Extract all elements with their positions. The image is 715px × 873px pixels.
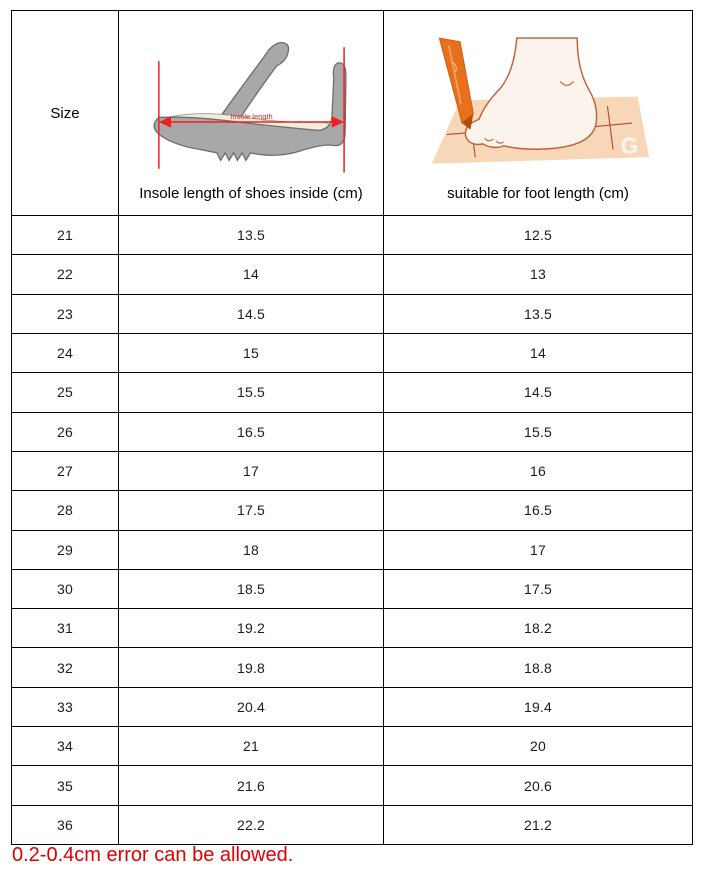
table-row <box>12 569 693 608</box>
insole-cell: 14 <box>119 255 384 294</box>
size-cell: 21 <box>12 216 119 255</box>
foot-cell: 19.4 <box>384 687 693 726</box>
size-chart-table <box>11 10 693 845</box>
table-row <box>12 805 693 844</box>
shoe-insole-diagram <box>132 29 370 186</box>
foot-cell: 17.5 <box>384 569 693 608</box>
size-cell: 33 <box>12 687 119 726</box>
insole-cell: 17.5 <box>119 491 384 530</box>
size-cell: 35 <box>12 766 119 805</box>
insole-cell: 20.4 <box>119 687 384 726</box>
table-row <box>12 491 693 530</box>
foot-cell: 16.5 <box>384 491 693 530</box>
insole-cell: 21.6 <box>119 766 384 805</box>
insole-cell: 18.5 <box>119 569 384 608</box>
foot-header-label: suitable for foot length (cm) <box>447 184 629 202</box>
insole-cell: 14.5 <box>119 294 384 333</box>
header-row <box>12 11 693 216</box>
foot-cell: 17 <box>384 530 693 569</box>
table-row <box>12 727 693 766</box>
foot-cell: 13 <box>384 255 693 294</box>
insole-header-label: Insole length of shoes inside (cm) <box>139 184 363 202</box>
shoe-cross-section-icon <box>132 35 370 180</box>
size-cell: 29 <box>12 530 119 569</box>
table-row <box>12 294 693 333</box>
size-cell: 27 <box>12 451 119 490</box>
insole-cell: 21 <box>119 727 384 766</box>
insole-cell: 15 <box>119 333 384 372</box>
size-cell: 28 <box>12 491 119 530</box>
header-size <box>12 11 119 216</box>
foot-measuring-illustration <box>411 29 666 186</box>
table-header <box>12 11 693 216</box>
table-row <box>12 216 693 255</box>
insole-cell: 13.5 <box>119 216 384 255</box>
foot-cell: 13.5 <box>384 294 693 333</box>
size-cell: 24 <box>12 333 119 372</box>
insole-cell: 18 <box>119 530 384 569</box>
size-cell: 32 <box>12 648 119 687</box>
table-row <box>12 687 693 726</box>
size-cell: 30 <box>12 569 119 608</box>
foot-cell: 18.2 <box>384 609 693 648</box>
error-note: 0.2-0.4cm error can be allowed. <box>12 844 294 866</box>
table-row <box>12 609 693 648</box>
table-row <box>12 648 693 687</box>
header-foot <box>384 11 693 216</box>
table-body <box>12 216 693 845</box>
size-cell: 36 <box>12 805 119 844</box>
table-row <box>12 373 693 412</box>
size-cell: 26 <box>12 412 119 451</box>
insole-cell: 15.5 <box>119 373 384 412</box>
table-row <box>12 412 693 451</box>
size-cell: 25 <box>12 373 119 412</box>
insole-cell: 16.5 <box>119 412 384 451</box>
table-row <box>12 333 693 372</box>
insole-cell: 17 <box>119 451 384 490</box>
foot-measure-icon <box>411 36 666 178</box>
table-row <box>12 530 693 569</box>
foot-cell: 15.5 <box>384 412 693 451</box>
size-cell: 31 <box>12 609 119 648</box>
paper-watermark: G <box>620 132 638 159</box>
foot-cell: 21.2 <box>384 805 693 844</box>
foot-cell: 20 <box>384 727 693 766</box>
foot-cell: 18.8 <box>384 648 693 687</box>
table-row <box>12 766 693 805</box>
table-row <box>12 255 693 294</box>
table-row <box>12 451 693 490</box>
size-cell: 34 <box>12 727 119 766</box>
foot-cell: 16 <box>384 451 693 490</box>
foot-cell: 14.5 <box>384 373 693 412</box>
foot-cell: 20.6 <box>384 766 693 805</box>
insole-length-arrow-label: Insole length <box>230 111 273 121</box>
foot-cell: 14 <box>384 333 693 372</box>
foot-cell: 12.5 <box>384 216 693 255</box>
size-cell: 23 <box>12 294 119 333</box>
insole-cell: 19.2 <box>119 609 384 648</box>
insole-cell: 19.8 <box>119 648 384 687</box>
size-header-label: Size <box>50 104 80 122</box>
insole-cell: 22.2 <box>119 805 384 844</box>
header-insole <box>119 11 384 216</box>
size-cell: 22 <box>12 255 119 294</box>
